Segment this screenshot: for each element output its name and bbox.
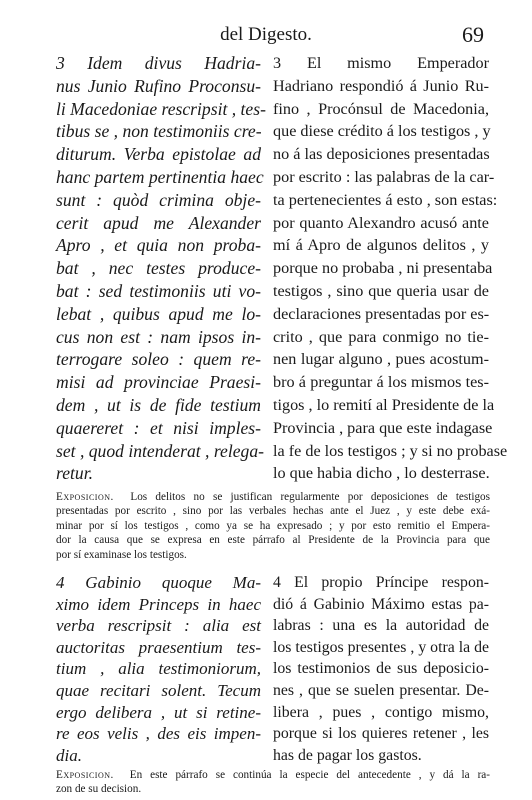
text-line: lebat , quibus apud me lo- bbox=[56, 303, 261, 324]
text-line: la fe de los testigos ; y si no probase bbox=[273, 441, 508, 460]
latin-text-4 bbox=[56, 572, 261, 766]
commentary-label: Exposicion. bbox=[56, 769, 114, 781]
text-line: cus non est : nam ipsos in- bbox=[56, 326, 261, 347]
text-line: terrogare soleo : quem re- bbox=[56, 349, 261, 370]
latin-text-3 bbox=[56, 52, 266, 485]
text-line: retur. bbox=[56, 463, 93, 484]
text-line: Apro , et quia non proba- bbox=[56, 235, 261, 256]
text-line: crito , que para conmigo no tie- bbox=[273, 327, 489, 346]
text-line: bat : sed testimoniis uti vo- bbox=[56, 280, 261, 301]
text-line: dió á Gabinio Máximo estas pa- bbox=[273, 595, 489, 613]
text-line: por escrito : las palabras de la car- bbox=[273, 167, 495, 186]
text-line: 3 El mismo Emperador bbox=[273, 54, 489, 72]
page-number: 69 bbox=[462, 22, 484, 47]
text-line: nes , que se suelen presentar. De- bbox=[273, 681, 489, 699]
text-line: has de pagar los gastos. bbox=[273, 746, 422, 764]
text-line: los testimonios de sus deposicio- bbox=[273, 660, 489, 678]
commentary-4 bbox=[56, 768, 490, 797]
commentary-3 bbox=[56, 490, 490, 562]
text-line: los testigos presentes , y otra la de bbox=[273, 638, 489, 656]
commentary-line: dor la causa que se expresa en este párrafo al Presidente de la Provincia para que bbox=[56, 534, 490, 547]
text-line: quaereret : et nisi imples- bbox=[56, 417, 261, 438]
text-line: set , quod intenderat , relega- bbox=[56, 440, 264, 461]
text-line: verba rescripsit : alia est bbox=[56, 616, 261, 636]
text-line: ergo delibera , ut si retine- bbox=[56, 702, 261, 722]
text-line: dia. bbox=[56, 745, 82, 765]
text-line: 3 Idem divus Hadria- bbox=[56, 53, 261, 73]
text-line: testigos , sino que queria usar de bbox=[273, 281, 489, 300]
text-line: bro á preguntar á los mismos tes- bbox=[273, 373, 489, 392]
text-line: Hadriano respondió á Junio Ru- bbox=[273, 76, 489, 95]
text-line: libera , pues , contigo mismo, bbox=[273, 703, 489, 721]
commentary-line: zon de su decision. bbox=[56, 783, 142, 796]
text-line: nus Junio Rufino Proconsu- bbox=[56, 75, 261, 96]
section-3 bbox=[56, 52, 508, 492]
text-line: Provincia , para que este indagase bbox=[273, 418, 493, 437]
text-line: li Macedoniae rescripsit , tes- bbox=[56, 98, 266, 119]
text-line: bat , nec testes produce- bbox=[56, 258, 261, 279]
text-line: quae recitari solent. Tecum bbox=[56, 680, 261, 700]
spanish-text-3 bbox=[273, 52, 508, 485]
text-line: misi ad provinciae Praesi- bbox=[56, 372, 261, 393]
commentary-line: por sí examinase los testigos. bbox=[56, 548, 187, 561]
text-line: diturum. Verba epistolae ad bbox=[56, 144, 261, 165]
text-line: lo que habia dicho , lo desterrase. bbox=[273, 464, 490, 483]
text-line: por quanto Alexandro acusó ante bbox=[273, 213, 489, 232]
section-4 bbox=[56, 572, 489, 782]
text-line: ta pertenecientes á esto , son estas: bbox=[273, 190, 498, 209]
text-line: labras : una es la autoridad de bbox=[273, 617, 489, 635]
text-line: tium , alia testimoniorum, bbox=[56, 659, 261, 679]
text-line: declaraciones presentadas por es- bbox=[273, 304, 490, 323]
text-line: fino , Procónsul de Macedonia, bbox=[273, 99, 489, 118]
commentary-label: Exposicion. bbox=[56, 491, 114, 503]
commentary-line: En este párrafo se continúa la especie del antecedente , y dá la ra- bbox=[129, 769, 491, 781]
text-line: hanc partem pertinentia haec bbox=[56, 166, 264, 187]
text-line: auctoritas praesentium tes- bbox=[56, 637, 261, 657]
text-line: porque no probaba , ni presentaba bbox=[273, 259, 493, 278]
text-line: no á las deposiciones presentadas bbox=[273, 145, 490, 164]
text-line: tibus se , non testimoniis cre- bbox=[56, 121, 262, 142]
text-line: tigos , lo remití al Presidente de la bbox=[273, 395, 495, 414]
text-line: sunt : quòd crimina obje- bbox=[56, 189, 261, 210]
commentary-line: Los delitos no se justifican regularmente por deposiciones de testigos bbox=[130, 491, 490, 503]
text-line: cerit apud me Alexander bbox=[56, 212, 261, 233]
text-line: porque si los quieres retener , les bbox=[273, 725, 489, 743]
text-line: 4 El propio Príncipe respon- bbox=[273, 574, 489, 591]
text-line: 4 Gabinio quoque Ma- bbox=[56, 573, 261, 592]
running-header: del Digesto. bbox=[220, 24, 312, 45]
commentary-line: presentadas por escrito , sino por las verbales hechas ante el Juez , y este debe exá- bbox=[56, 505, 490, 518]
text-line: que diese crédito á los testigos , y bbox=[273, 122, 491, 141]
text-line: nen lugar alguno , pues acostum- bbox=[273, 350, 489, 369]
spanish-text-4 bbox=[273, 572, 489, 766]
commentary-line: minar por sí los testigos , como ya se ha expresado ; y por esto remitio el Empera- bbox=[56, 519, 490, 532]
text-line: dem , ut is de fide testium bbox=[56, 394, 261, 415]
text-line: mí á Apro de algunos delitos , y bbox=[273, 236, 489, 255]
text-line: re eos velis , des eis impen- bbox=[56, 724, 261, 744]
text-line: ximo idem Princeps in haec bbox=[56, 594, 261, 614]
